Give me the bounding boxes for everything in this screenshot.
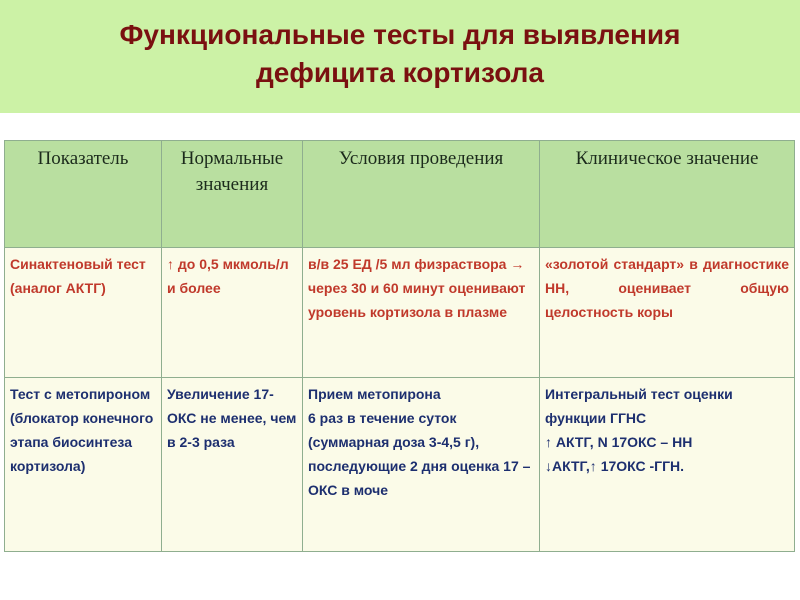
table-header-row bbox=[5, 141, 795, 248]
slide-title-line-2: дефицита кортизола bbox=[256, 57, 544, 88]
cell-normal-values: ↑ до 0,5 мкмоль/л и более bbox=[162, 248, 303, 378]
cell-normal-values: Увеличение 17-ОКС не менее, чем в 2-3 раза bbox=[162, 378, 303, 552]
tests-table bbox=[4, 140, 795, 552]
header-clinical-significance: Клиническое значение bbox=[540, 141, 795, 248]
slide-title bbox=[0, 16, 800, 92]
cell-clinical-significance: Интегральный тест оценки функции ГГНС ↑ АКТГ, N 17ОКС – НН ↓АКТГ,↑ 17ОКС -ГГН. bbox=[540, 378, 795, 552]
table-row bbox=[5, 378, 795, 552]
cell-clinical-significance: «золотой стандарт» в диагностике НН, оценивает общую целостность коры bbox=[540, 248, 795, 378]
cell-conditions: в/в 25 ЕД /5 мл физраствора → через 30 и 60 минут оценивают уровень кортизола в плазме bbox=[303, 248, 540, 378]
header-conditions: Условия проведения bbox=[303, 141, 540, 248]
cell-conditions: Прием метопирона 6 раз в течение суток (суммарная доза 3-4,5 г), последующие 2 дня оценка 17 –ОКС в моче bbox=[303, 378, 540, 552]
cell-indicator: Синактеновый тест (аналог АКТГ) bbox=[5, 248, 162, 378]
cell-indicator: Тест с метопироном (блокатор конечного этапа биосинтеза кортизола) bbox=[5, 378, 162, 552]
table-row bbox=[5, 248, 795, 378]
slide-title-line-1: Функциональные тесты для выявления bbox=[119, 19, 681, 50]
header-normal-values: Нормальные значения bbox=[162, 141, 303, 248]
header-indicator: Показатель bbox=[5, 141, 162, 248]
